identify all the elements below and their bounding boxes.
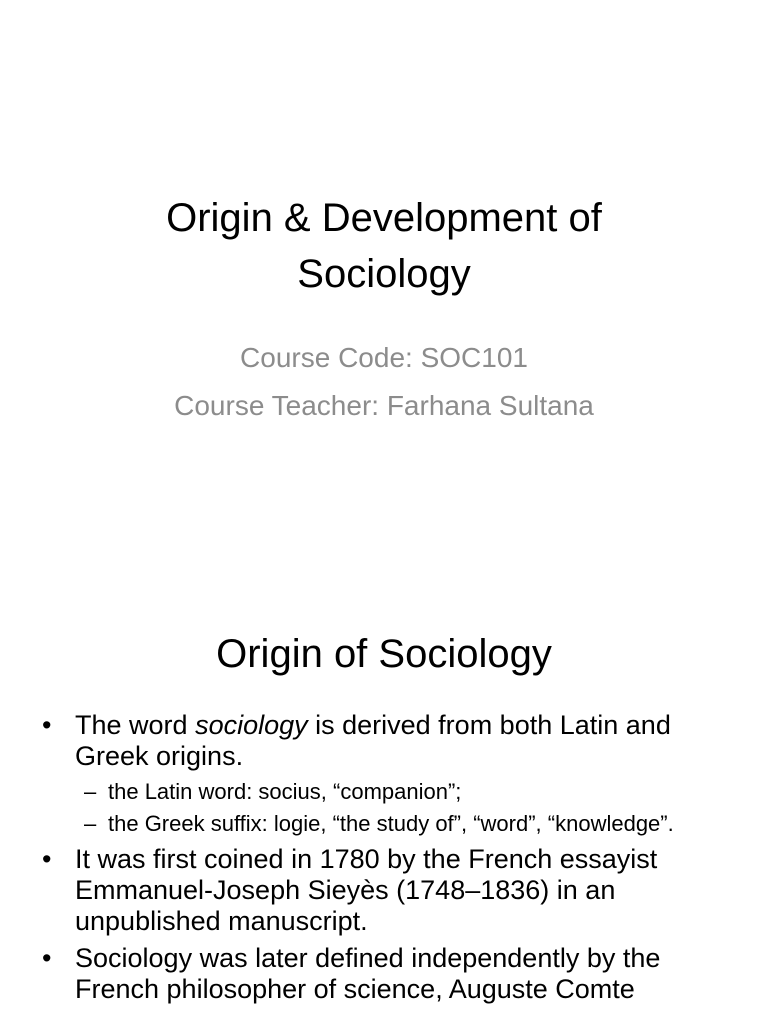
bullet-text-start: The word xyxy=(75,710,196,740)
title-line-1: Origin & Development of xyxy=(166,196,602,240)
bullet-item xyxy=(42,710,718,772)
sub-bullet-item xyxy=(42,778,718,806)
sub-bullet-item xyxy=(42,810,718,838)
bullet-text: It was first coined in 1780 by the French essayist Emmanuel-Joseph Sieyès (1748–1836) in an unpublished manuscript. xyxy=(75,844,658,936)
bullet-icon: • xyxy=(42,844,52,874)
sub-bullet-list xyxy=(42,778,718,838)
bullet-icon: • xyxy=(42,943,52,973)
sub-bullet-text: the Greek suffix: logie, “the study of”, “word”, “knowledge”. xyxy=(108,811,674,836)
title-line-2: Sociology xyxy=(297,252,471,296)
course-code: Course Code: SOC101 xyxy=(240,342,528,373)
course-teacher: Course Teacher: Farhana Sultana xyxy=(174,390,594,421)
sub-bullet-text: the Latin word: socius, “companion”; xyxy=(108,779,462,804)
dash-icon: – xyxy=(84,811,97,836)
slide-title xyxy=(0,190,768,302)
bullet-icon: • xyxy=(42,710,52,740)
bullet-item xyxy=(42,844,718,937)
bullet-list xyxy=(42,710,718,1011)
bullet-text: Sociology was later defined independently by the French philosopher of science, Auguste Comte xyxy=(75,943,661,1004)
slide-title: Origin of Sociology xyxy=(216,632,552,676)
emphasized-word: sociology xyxy=(195,710,308,740)
bullet-item xyxy=(42,943,718,1005)
content-slide xyxy=(0,576,768,1024)
dash-icon: – xyxy=(84,779,97,804)
bullet-text-end: is derived from both Latin and Greek origins. xyxy=(75,710,671,771)
slide-subtitle xyxy=(0,334,768,430)
